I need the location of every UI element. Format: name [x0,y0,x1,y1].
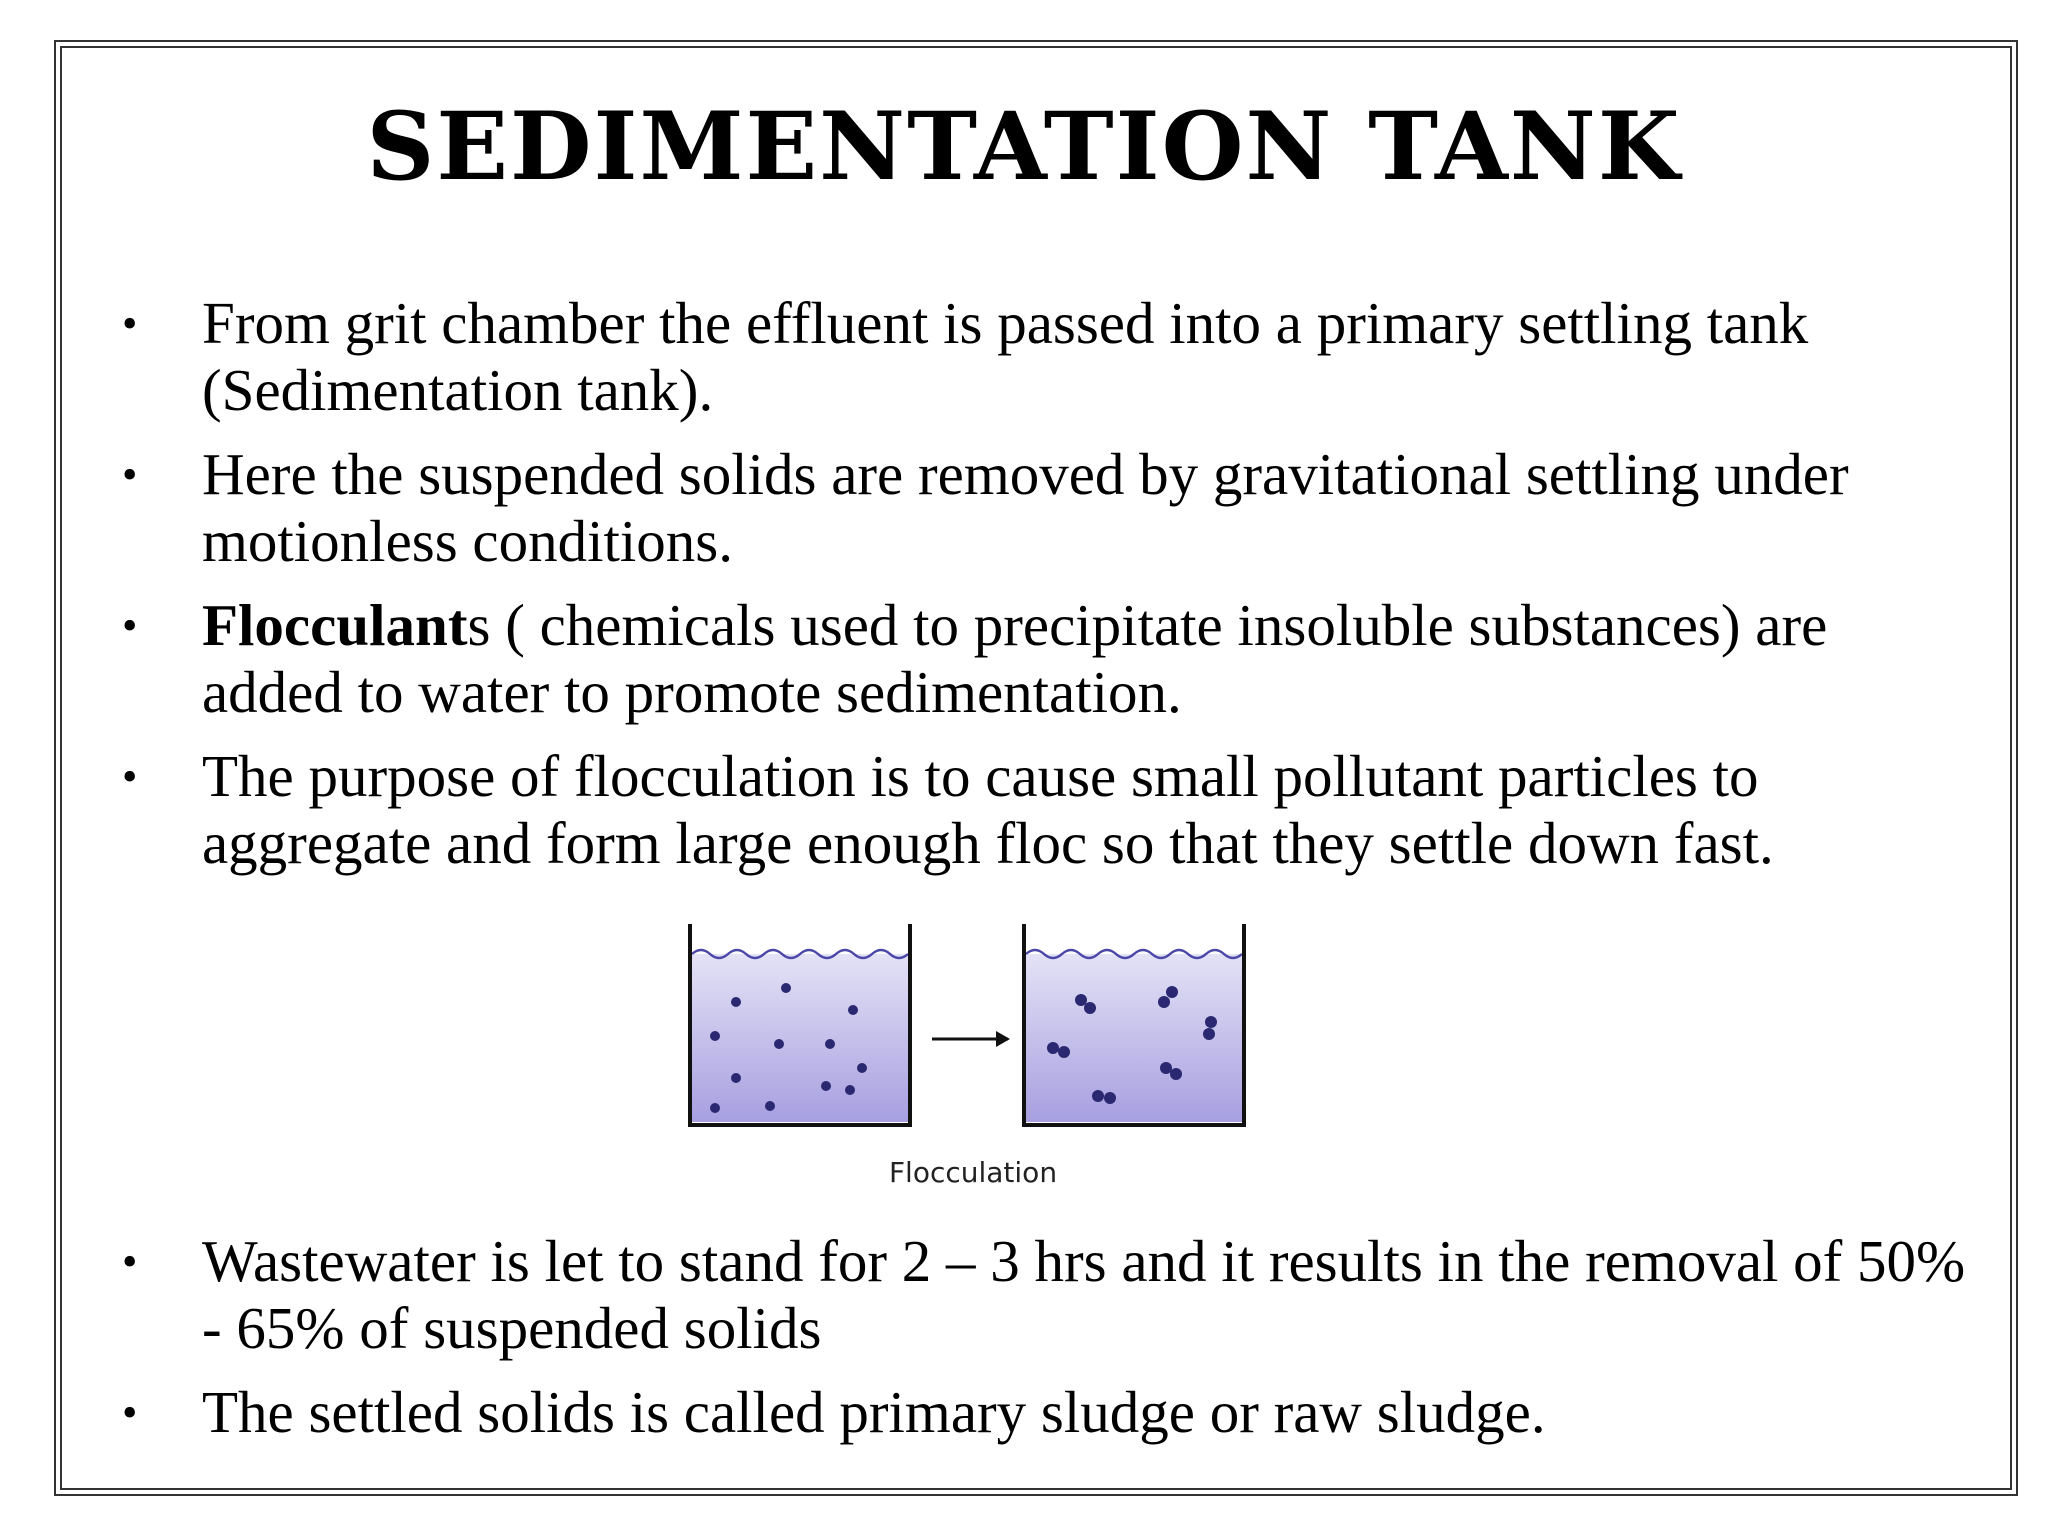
bullet-item [120,1228,1980,1362]
bullet-dot: • [122,299,138,348]
flocculation-diagram [678,920,1268,1160]
bullet-dot: • [122,601,138,650]
bullet-text: Wastewater is let to stand for 2 – 3 hrs and it results in the removal of 50% - 65% of suspended solids [202,1228,1966,1361]
bullet-text: Here the suspended solids are removed by gravitational settling under motionless conditions. [202,441,1849,574]
bullet-bold-text: Flocculant [202,592,468,658]
right-arrow-icon [932,1031,1010,1047]
bullet-item [120,290,1980,424]
bullet-dot: • [122,752,138,801]
bullet-text: s ( chemicals used to precipitate insoluble substances) are added to water to promote sedimentation. [202,592,1828,725]
bullet-item [120,592,1980,726]
bullet-text: From grit chamber the effluent is passed into a primary settling tank (Sedimentation tank). [202,290,1809,423]
tank-before [690,924,910,1125]
bullet-dot: • [122,450,138,499]
bullet-dot: • [122,1388,138,1437]
bullet-dot: • [122,1237,138,1286]
water-before [692,954,908,1122]
flocculation-figure [678,920,1268,1194]
bullet-list-bottom [120,1228,1980,1463]
bullet-text: The purpose of flocculation is to cause small pollutant particles to aggregate and form large enough floc so that they settle down fast. [202,743,1774,876]
bullet-list-top [120,290,1980,894]
tank-after [1024,924,1244,1125]
bullet-text: The settled solids is called primary sludge or raw sludge. [202,1379,1546,1445]
bullet-item [120,743,1980,877]
figure-caption: Flocculation [888,1156,1058,1189]
bullet-item [120,1379,1980,1446]
slide-title: SEDIMENTATION TANK [366,92,1682,202]
bullet-item [120,441,1980,575]
